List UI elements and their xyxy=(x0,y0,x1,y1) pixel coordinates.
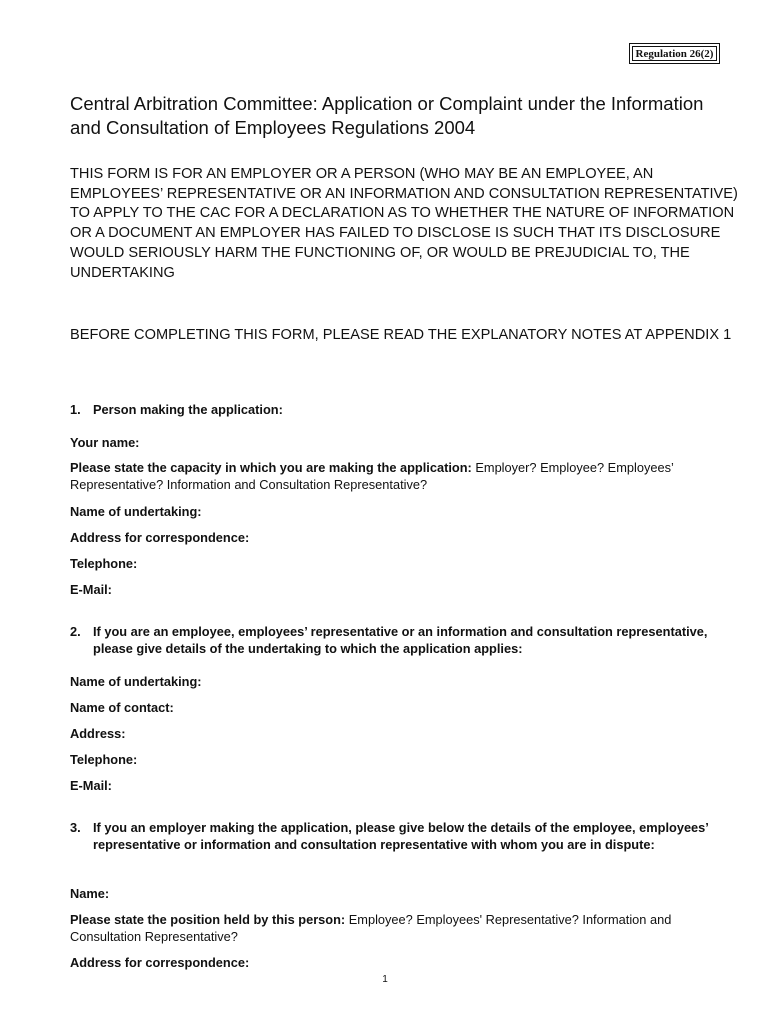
section-3-number: 3. xyxy=(70,820,81,835)
undertaking-2-field: Name of undertaking: xyxy=(70,674,202,689)
regulation-label: Regulation 26(2) xyxy=(632,46,717,61)
address-field: Address for correspondence: xyxy=(70,530,250,545)
undertaking-field: Name of undertaking: xyxy=(70,504,202,519)
position-label: Please state the position held by this person: xyxy=(70,912,346,927)
capacity-options: Employer? Employee? Employees’ Representative? Information and Consultation Representative? xyxy=(70,460,674,492)
telephone-2-field: Telephone: xyxy=(70,752,138,767)
section-3-title: If you an employer making the application, please give below the details of the employee, employees’ representative or information and consultation representative with whom you are in dispute: xyxy=(93,820,709,852)
section-1-number: 1. xyxy=(70,402,81,417)
telephone-field: Telephone: xyxy=(70,556,138,571)
section-2-title: If you are an employee, employees’ representative or an information and consultation representative, please give details of the undertaking to which the application applies: xyxy=(93,624,708,656)
notice-paragraph: BEFORE COMPLETING THIS FORM, PLEASE READ THE EXPLANATORY NOTES AT APPENDIX 1 xyxy=(70,327,732,343)
email-2-field: E-Mail: xyxy=(70,778,112,793)
intro-paragraph: THIS FORM IS FOR AN EMPLOYER OR A PERSON (WHO MAY BE AN EMPLOYEE, AN EMPLOYEES’ REPRESENTATIVE OR AN INFORMATION AND CONSULTATION REPRESENTATIVE) TO APPLY TO THE CAC FOR A DECLARATION AS TO WHETHER THE NATURE OF INFORMATION OR A DOCUMENT AN EMPLOYER HAS FAILED TO DISCLOSE IS SUCH THAT ITS DISCLOSURE WOULD SERIOUSLY HARM THE FUNCTIONING OF, OR WOULD BE PREJUDICIAL TO, THE UNDERTAKING xyxy=(70,166,738,281)
your-name-field: Your name: xyxy=(70,435,140,450)
contact-field: Name of contact: xyxy=(70,700,174,715)
capacity-field xyxy=(70,459,735,493)
section-2-heading xyxy=(70,623,735,657)
address-2-field: Address: xyxy=(70,726,126,741)
address-3-field: Address for correspondence: xyxy=(70,955,250,970)
section-1-title: Person making the application: xyxy=(93,402,283,417)
capacity-label: Please state the capacity in which you are making the application: xyxy=(70,460,472,475)
section-3-heading xyxy=(70,819,735,853)
regulation-box xyxy=(629,43,720,64)
position-field xyxy=(70,911,735,945)
page-number: 1 xyxy=(382,974,388,985)
email-field: E-Mail: xyxy=(70,582,112,597)
section-1-heading xyxy=(70,401,735,418)
section-2-number: 2. xyxy=(70,624,81,639)
page-title: Central Arbitration Committee: Application or Complaint under the Information and Consultation of Employees Regulations 2004 xyxy=(70,93,704,138)
name-field: Name: xyxy=(70,886,110,901)
position-options: Employee? Employees' Representative? Information and Consultation Representative? xyxy=(70,912,672,944)
